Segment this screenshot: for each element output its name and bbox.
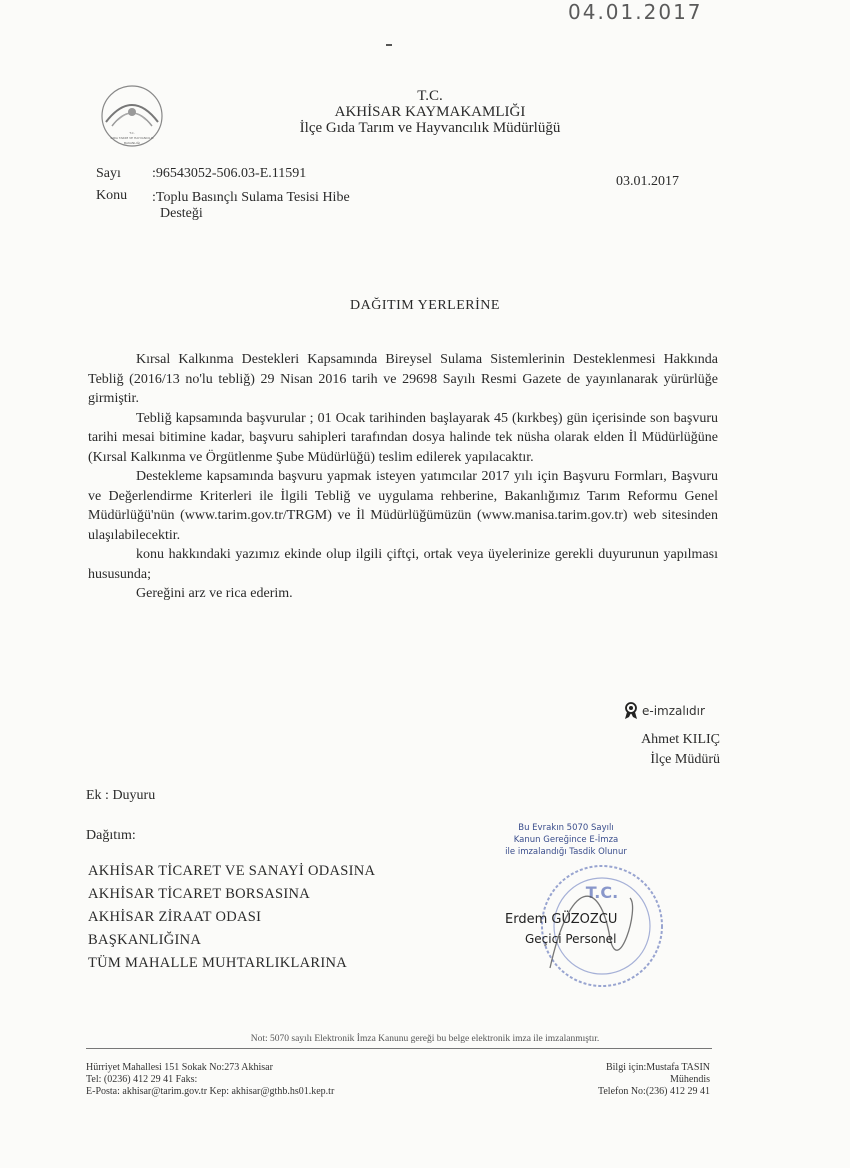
stamp-signer-role: Geçici Personel: [525, 932, 617, 946]
footer-phone: Telefon No:(236) 412 29 41: [597, 1086, 710, 1097]
stamp-line-1: Bu Evrakın 5070 Sayılı: [518, 823, 614, 833]
footer-info-name: Bilgi için:Mustafa TASIN: [605, 1062, 710, 1073]
attachment-line: Ek : Duyuru: [86, 788, 156, 803]
signer-title: İlçe Müdürü: [650, 752, 720, 767]
recipient-item: TÜM MAHALLE MUHTARLIKLARINA: [88, 955, 348, 971]
header-line-3: İlçe Gıda Tarım ve Hayvancılık Müdürlüğü: [299, 120, 561, 136]
distribution-label: Dağıtım:: [86, 828, 136, 843]
header-line-2: AKHİSAR KAYMAKAMLIĞI: [334, 104, 526, 120]
paragraph-3: Destekleme kapsamında başvuru yapmak isteyen yatımcılar 2017 yılı için Başvuru Formları, Başvuru ve Değerlendirme Kriterleri ile İlgili Tebliğ ve uygulama rehberine, Bakanlığımız Tarım Reformu Genel Müdürlüğü'nün (www.tarim.gov.tr/TRGM) ve İl Müdürlüğümüzün (www.manisa.tarim.gov.tr) web sitesinden ulaşılabilecektir.: [88, 469, 718, 543]
header-line-1: T.C.: [417, 88, 443, 104]
recipient-item: AKHİSAR TİCARET VE SANAYİ ODASINA: [88, 863, 376, 879]
recipient-list: [88, 860, 375, 975]
konu-label: Konu: [96, 188, 128, 203]
konu-line-2: Desteği: [160, 206, 203, 221]
letter-body: [88, 350, 718, 604]
footer-contact: [86, 1062, 334, 1098]
logo-text-3: BAKANLIĞI: [123, 141, 141, 145]
stamp-line-3: ile imzalandığı Tasdik Olunur: [505, 847, 627, 857]
logo-text-1: T.C.: [129, 131, 135, 135]
e-signature-label: e-imzalıdır: [642, 704, 705, 718]
handwritten-date: 04.01.2017: [568, 0, 703, 24]
footer-divider: [86, 1048, 712, 1049]
letterhead: [220, 88, 640, 136]
paragraph-2: Tebliğ kapsamında başvurular ; 01 Ocak tarihinden başlayarak 45 (kırkbeş) gün içerisinde son başvuru tarihi mesai bitimine kadar, başvuru sahipleri tarafından dosya halinde tek nüsha olarak elden İl Müdürlüğüne (Kırsal Kalkınma ve Örgütlenme Şube Müdürlüğü) teslim edilerek yapılacaktır.: [88, 410, 718, 465]
footer-email: E-Posta: akhisar@tarim.gov.tr Kep: akhisar@gthb.hs01.kep.tr: [86, 1086, 335, 1097]
footer-info-title: Mühendis: [670, 1074, 710, 1085]
konu-line-1: :Toplu Basınçlı Sulama Tesisi Hibe: [152, 190, 350, 205]
document-date: 03.01.2017: [616, 174, 679, 189]
e-signature: [624, 702, 705, 720]
stamp-caption: [486, 822, 646, 858]
footer-address: Hürriyet Mahallesi 151 Sokak No:273 Akhisar: [86, 1062, 273, 1073]
paragraph-1: Kırsal Kalkınma Destekleri Kapsamında Bireysel Sulama Sistemlerinin Desteklenmesi Hakkında Tebliğ (2016/13 no'lu tebliğ) 29 Nisan 2016 tarih ve 29698 Sayılı Resmi Gazete de yayınlanarak yürürlüğe girmiştir.: [88, 352, 718, 406]
recipient-item: AKHİSAR TİCARET BORSASINA: [88, 886, 311, 902]
stamp-signer-name: Erdem GÜZOZCU: [505, 912, 618, 927]
stamp-line-2: Kanun Gereğince E-İmza: [513, 835, 619, 845]
logo-text-2: GIDA TARIM VE HAYVANCILIK: [110, 136, 154, 140]
paragraph-4: konu hakkındaki yazımız ekinde olup ilgili çiftçi, ortak veya üyelerinize gerekli duyurunun yapılması hususunda;: [88, 547, 718, 582]
e-signature-note: Not: 5070 sayılı Elektronik İmza Kanunu gereği bu belge elektronik imza ile imzalanmıştır.: [250, 1034, 600, 1044]
signer-block: [600, 730, 720, 770]
ministry-logo: [96, 82, 168, 154]
recipient-item: AKHİSAR ZİRAAT ODASI: [88, 909, 262, 925]
footer-info: [560, 1062, 710, 1098]
ink-mark: [386, 44, 392, 46]
sayi-label: Sayı: [96, 166, 121, 181]
rosette-icon: [624, 702, 638, 720]
seal-text: T.C.: [585, 883, 619, 902]
paragraph-5: Gereğini arz ve rica ederim.: [136, 586, 293, 601]
footer-tel: Tel: (0236) 412 29 41 Faks:: [86, 1074, 198, 1085]
signer-name: Ahmet KILIÇ: [641, 732, 720, 747]
sayi-value: :96543052-506.03-E.11591: [152, 166, 307, 181]
recipient-item: BAŞKANLIĞINA: [88, 932, 202, 948]
document-title: DAĞITIM YERLERİNE: [350, 298, 500, 313]
